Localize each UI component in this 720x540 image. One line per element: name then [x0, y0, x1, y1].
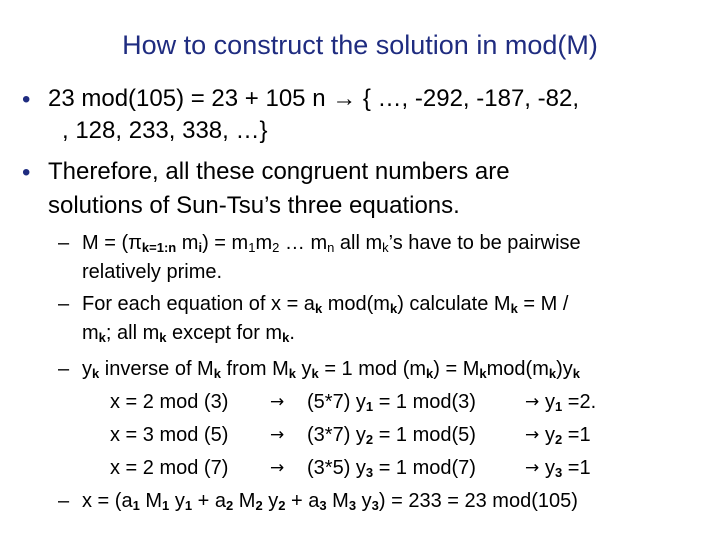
text: (5*7) y — [307, 391, 366, 413]
text: =1 — [562, 457, 591, 479]
text: mod(m — [322, 293, 390, 315]
text: =2. — [562, 391, 597, 413]
subscript: 3 — [371, 498, 379, 513]
equation-rhs — [307, 452, 476, 484]
dash-marker: – — [58, 232, 70, 254]
text: inverse of M — [99, 358, 214, 380]
text: =1 — [562, 424, 591, 446]
dash-marker: – — [58, 490, 70, 512]
bullet-marker: • — [22, 159, 31, 186]
implies-arrow-icon: → — [270, 458, 285, 478]
subscript: k — [548, 366, 557, 381]
text: ’s have to be pairwise — [388, 232, 581, 254]
bullet-2-line-1: Therefore, all these congruent numbers are — [48, 158, 510, 185]
text: m — [176, 232, 199, 254]
subscript: 1 — [555, 399, 563, 414]
subscript: 1 — [132, 498, 140, 513]
equation-lhs: x = 3 mod (5) — [110, 424, 229, 446]
sub-item-m-definition-cont: relatively prime. — [82, 261, 223, 283]
text: except for m — [166, 322, 283, 344]
text: ) = m — [202, 232, 249, 254]
text: y — [545, 424, 555, 446]
text: )y — [556, 358, 573, 380]
subscript: 2 — [555, 432, 563, 447]
subscript: 1 — [184, 498, 193, 513]
bullet-1-text: 23 mod(105) = 23 + 105 n → { …, -292, -187, -82, — [48, 85, 579, 112]
sub-item-m-definition — [82, 227, 581, 259]
text: M — [326, 490, 349, 512]
subscript: 3 — [365, 465, 374, 480]
implies-arrow-icon: → — [525, 458, 540, 478]
subscript: k — [314, 301, 323, 316]
text: y — [545, 457, 555, 479]
implies-arrow-icon: → — [525, 392, 540, 412]
subscript: 2 — [225, 498, 234, 513]
text: M = (π — [82, 232, 142, 254]
text: = 1 mod (m — [318, 358, 427, 380]
subscript: n — [327, 240, 335, 255]
subscript: 2 — [272, 240, 280, 255]
text: m — [82, 322, 99, 344]
sub-item-mk-definition-cont — [82, 317, 295, 349]
bullet-2-line-2: solutions of Sun-Tsu’s three equations. — [48, 192, 460, 219]
equation-result — [545, 419, 591, 451]
equation-rhs — [307, 386, 476, 418]
text: (3*5) y — [307, 457, 366, 479]
text: y — [169, 490, 185, 512]
text: (3*7) y — [307, 424, 366, 446]
text: y — [295, 358, 312, 380]
implies-arrow-icon: → — [525, 425, 540, 445]
text: = M / — [517, 293, 569, 315]
subscript: k — [382, 240, 389, 255]
subscript: k — [389, 301, 398, 316]
subscript: k — [479, 366, 487, 381]
text: y — [356, 490, 372, 512]
subscript: 1 — [162, 498, 170, 513]
slide-title: How to construct the solution in mod(M) — [122, 30, 598, 60]
equation-rhs — [307, 419, 476, 451]
subscript: 1 — [248, 240, 256, 255]
text: … m — [279, 232, 328, 254]
dash-marker: – — [58, 358, 70, 380]
text: y — [82, 358, 92, 380]
text: mod(m — [486, 358, 549, 380]
subscript: 2 — [278, 498, 286, 513]
text: from M — [220, 358, 289, 380]
text: = 1 mod(3) — [373, 391, 476, 413]
text: M — [139, 490, 163, 512]
subscript: k — [426, 366, 434, 381]
bullet-1-line-2: , 128, 233, 338, …} — [62, 117, 268, 144]
subscript: k — [159, 330, 167, 345]
subscript: k — [311, 366, 319, 381]
subscript: i — [198, 240, 203, 255]
equation-result — [545, 452, 591, 484]
equation-result — [545, 386, 596, 418]
text: For each equation of x = a — [82, 293, 315, 315]
subscript: k — [213, 366, 221, 381]
text: m — [255, 232, 273, 254]
subscript: k=1:n — [141, 240, 177, 255]
final-equation — [82, 485, 578, 517]
implies-arrow-icon: → — [270, 392, 285, 412]
sub-item-mk-definition — [82, 288, 568, 320]
text: y — [545, 391, 555, 413]
sub-item-yk-definition — [82, 353, 580, 385]
text: ) calculate M — [397, 293, 511, 315]
subscript: k — [510, 301, 518, 316]
subscript: 1 — [365, 399, 374, 414]
text: + a — [285, 490, 320, 512]
text: y — [262, 490, 279, 512]
text: = 1 mod(5) — [373, 424, 476, 446]
subscript: k — [288, 366, 296, 381]
subscript: 2 — [255, 498, 263, 513]
subscript: 3 — [319, 498, 327, 513]
text: + a — [192, 490, 226, 512]
text: = 1 mod(7) — [373, 457, 476, 479]
text: ) = M — [433, 358, 480, 380]
text: M — [233, 490, 256, 512]
text: ) = 233 = 23 mod(105) — [378, 490, 578, 512]
equation-lhs: x = 2 mod (7) — [110, 457, 229, 479]
text: ; all m — [105, 322, 160, 344]
text: . — [289, 322, 295, 344]
equation-lhs: x = 2 mod (3) — [110, 391, 229, 413]
bullet-1-line-1 — [48, 82, 579, 116]
text: all m — [334, 232, 383, 254]
dash-marker: – — [58, 293, 70, 315]
subscript: k — [572, 366, 580, 381]
text: x = (a — [82, 490, 133, 512]
subscript: 3 — [348, 498, 357, 513]
implies-arrow-icon: → — [270, 425, 285, 445]
subscript: k — [282, 330, 290, 345]
subscript: 2 — [365, 432, 374, 447]
subscript: k — [92, 366, 100, 381]
subscript: 3 — [555, 465, 563, 480]
subscript: k — [98, 330, 106, 345]
bullet-marker: • — [22, 86, 31, 113]
